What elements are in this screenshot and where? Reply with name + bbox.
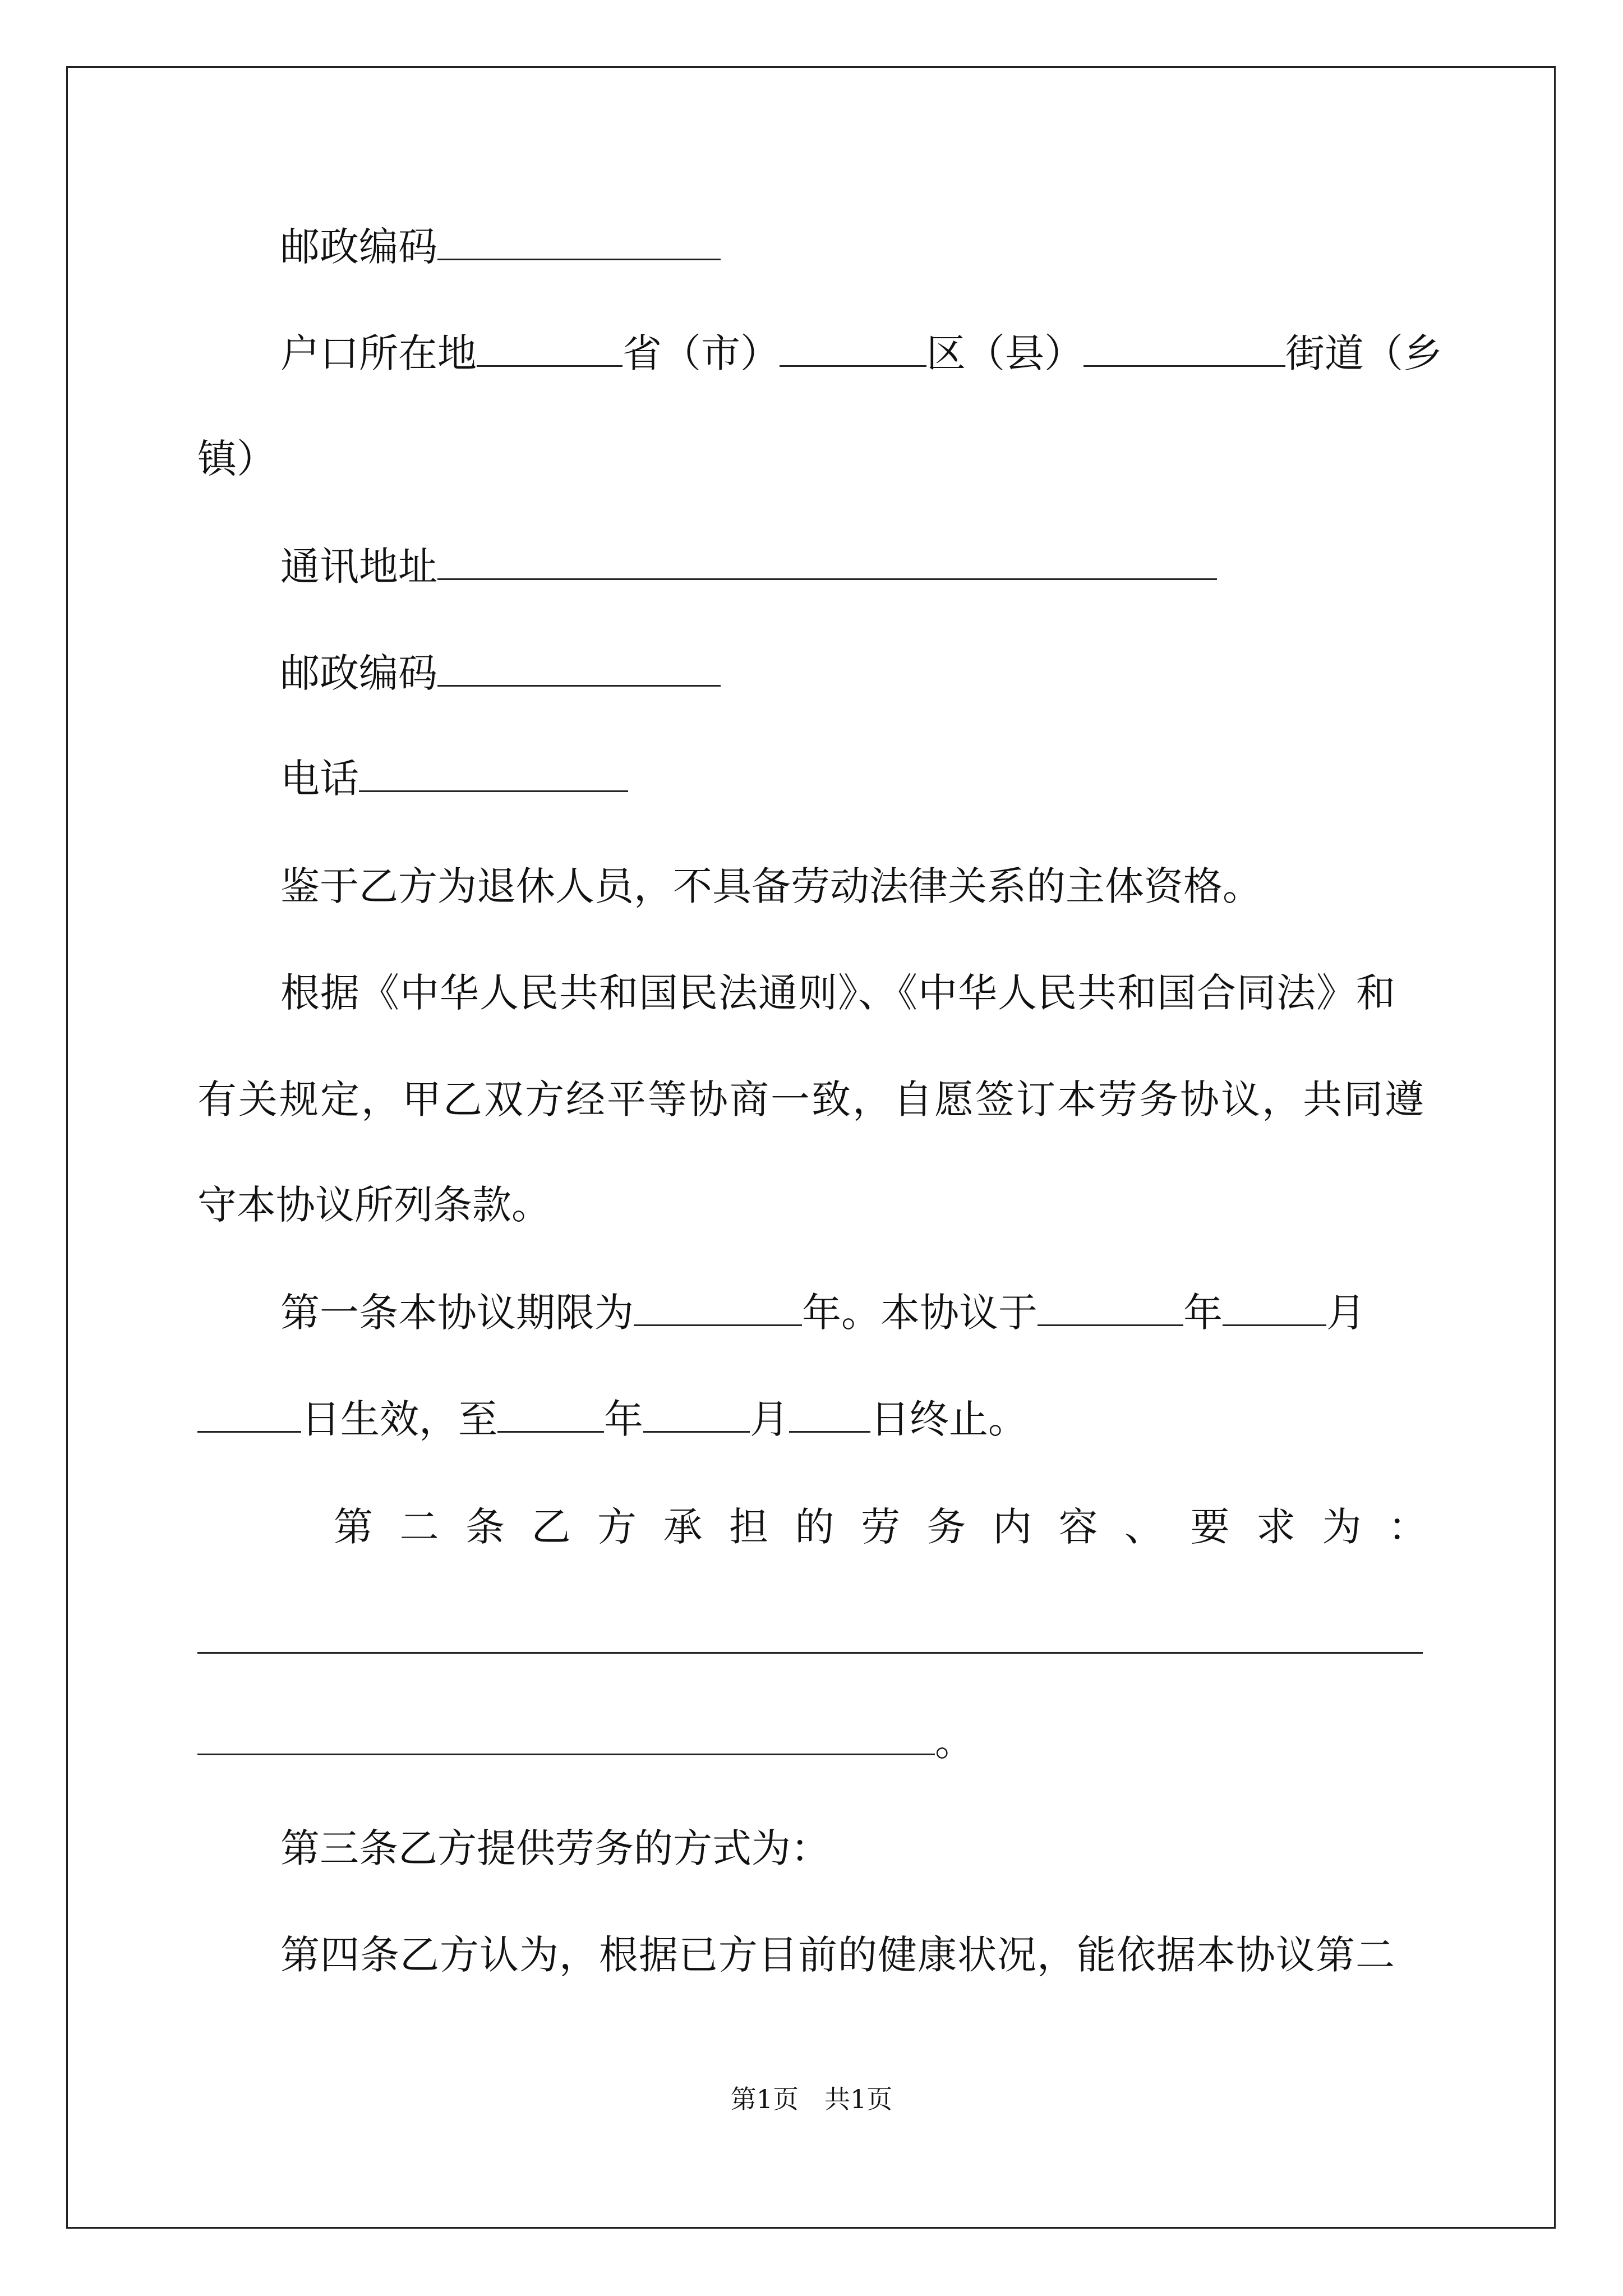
phone-line (280, 751, 628, 807)
start-year-blank[interactable] (1038, 1285, 1183, 1326)
article-2-char: 内 (993, 1504, 1032, 1550)
end-day-blank[interactable] (789, 1392, 870, 1433)
article-2-char: 条 (465, 1504, 505, 1550)
article-1-text-f: 年 (604, 1396, 643, 1442)
article-2-blank-line-1[interactable] (197, 1652, 1423, 1654)
article-2-char: 的 (795, 1504, 834, 1550)
province-blank[interactable] (477, 326, 623, 367)
postal-code-label: 邮政编码 (280, 224, 437, 270)
page-footer: 第1页 共1页 (730, 2084, 893, 2114)
article-1-text-d: 月 (1326, 1290, 1366, 1336)
end-year-blank[interactable] (497, 1392, 604, 1433)
basis-line-3: 守本协议所列条款。 (197, 1182, 551, 1228)
article-1-text-c: 年 (1183, 1290, 1223, 1336)
article-2-char: 担 (729, 1504, 768, 1550)
address-blank[interactable] (437, 539, 1217, 580)
postal-code-blank[interactable] (437, 219, 721, 260)
article-1-line-1 (280, 1285, 1366, 1341)
article-4-line: 第四条乙方认为，根据已方目前的健康状况，能依据本协议第二 (280, 1932, 1395, 1978)
article-2-char: 要 (1190, 1504, 1230, 1550)
article-2-blank-line-2[interactable] (197, 1714, 935, 1755)
phone-blank[interactable] (359, 751, 628, 792)
article-1-text-h: 日终止。 (870, 1396, 1027, 1442)
article-2-char: 容 (1058, 1504, 1098, 1550)
postal-code-blank-2[interactable] (437, 646, 721, 687)
hukou-line (280, 325, 1442, 381)
article-2-char: 劳 (861, 1504, 900, 1550)
start-day-blank[interactable] (197, 1392, 301, 1433)
whereas-paragraph: 鉴于乙方为退休人员，不具备劳动法律关系的主体资格。 (280, 863, 1262, 909)
page-border (66, 66, 1556, 2229)
article-2-char: 乙 (531, 1504, 571, 1550)
district-label: 区（县） (926, 330, 1083, 376)
article-2-char: 求 (1256, 1504, 1295, 1550)
address-label: 通讯地址 (280, 544, 437, 590)
article-2-char: ： (1388, 1504, 1427, 1550)
street-blank[interactable] (1083, 326, 1285, 367)
article-2-char: 二 (399, 1504, 439, 1550)
street-label: 街道（乡 (1285, 330, 1442, 376)
article-2-char: 方 (597, 1504, 637, 1550)
article-2-char: 第 (334, 1504, 373, 1550)
end-month-blank[interactable] (643, 1392, 750, 1433)
article-2-char: 承 (663, 1504, 703, 1550)
address-line (280, 539, 1217, 595)
province-label: 省（市） (623, 330, 780, 376)
article-3-line: 第三条乙方提供劳务的方式为： (280, 1825, 830, 1871)
district-blank[interactable] (780, 326, 926, 367)
article-1-text-a: 第一条本协议期限为 (280, 1290, 634, 1336)
article-1-text-b: 年。本协议于 (802, 1290, 1038, 1336)
article-2-end: 。 (935, 1719, 974, 1765)
start-month-blank[interactable] (1223, 1285, 1326, 1326)
article-1-text-e: 日生效，至 (301, 1396, 497, 1442)
article-1-text-g: 月 (750, 1396, 789, 1442)
basis-line-1: 根据《中华人民共和国民法通则》、《中华人民共和国合同法》和 (280, 970, 1396, 1016)
article-2-char: 务 (926, 1504, 966, 1550)
term-years-blank[interactable] (634, 1285, 802, 1326)
article-2-line-2 (197, 1714, 974, 1770)
hukou-label: 户口所在地 (280, 330, 477, 376)
postal-code-line-2 (280, 645, 721, 701)
phone-label: 电话 (280, 756, 359, 802)
article-1-line-2 (197, 1391, 1027, 1447)
basis-line-2: 有关规定，甲乙双方经平等协商一致，自愿签订本劳务协议，共同遵 (197, 1076, 1426, 1122)
article-2-char: 、 (1124, 1504, 1164, 1550)
postal-code-label-2: 邮政编码 (280, 650, 437, 696)
article-2-char: 为 (1322, 1504, 1362, 1550)
article-2-heading (334, 1499, 1427, 1555)
postal-code-line-1 (280, 219, 721, 275)
hukou-line-cont (197, 431, 276, 487)
hukou-cont: 镇） (197, 436, 276, 482)
